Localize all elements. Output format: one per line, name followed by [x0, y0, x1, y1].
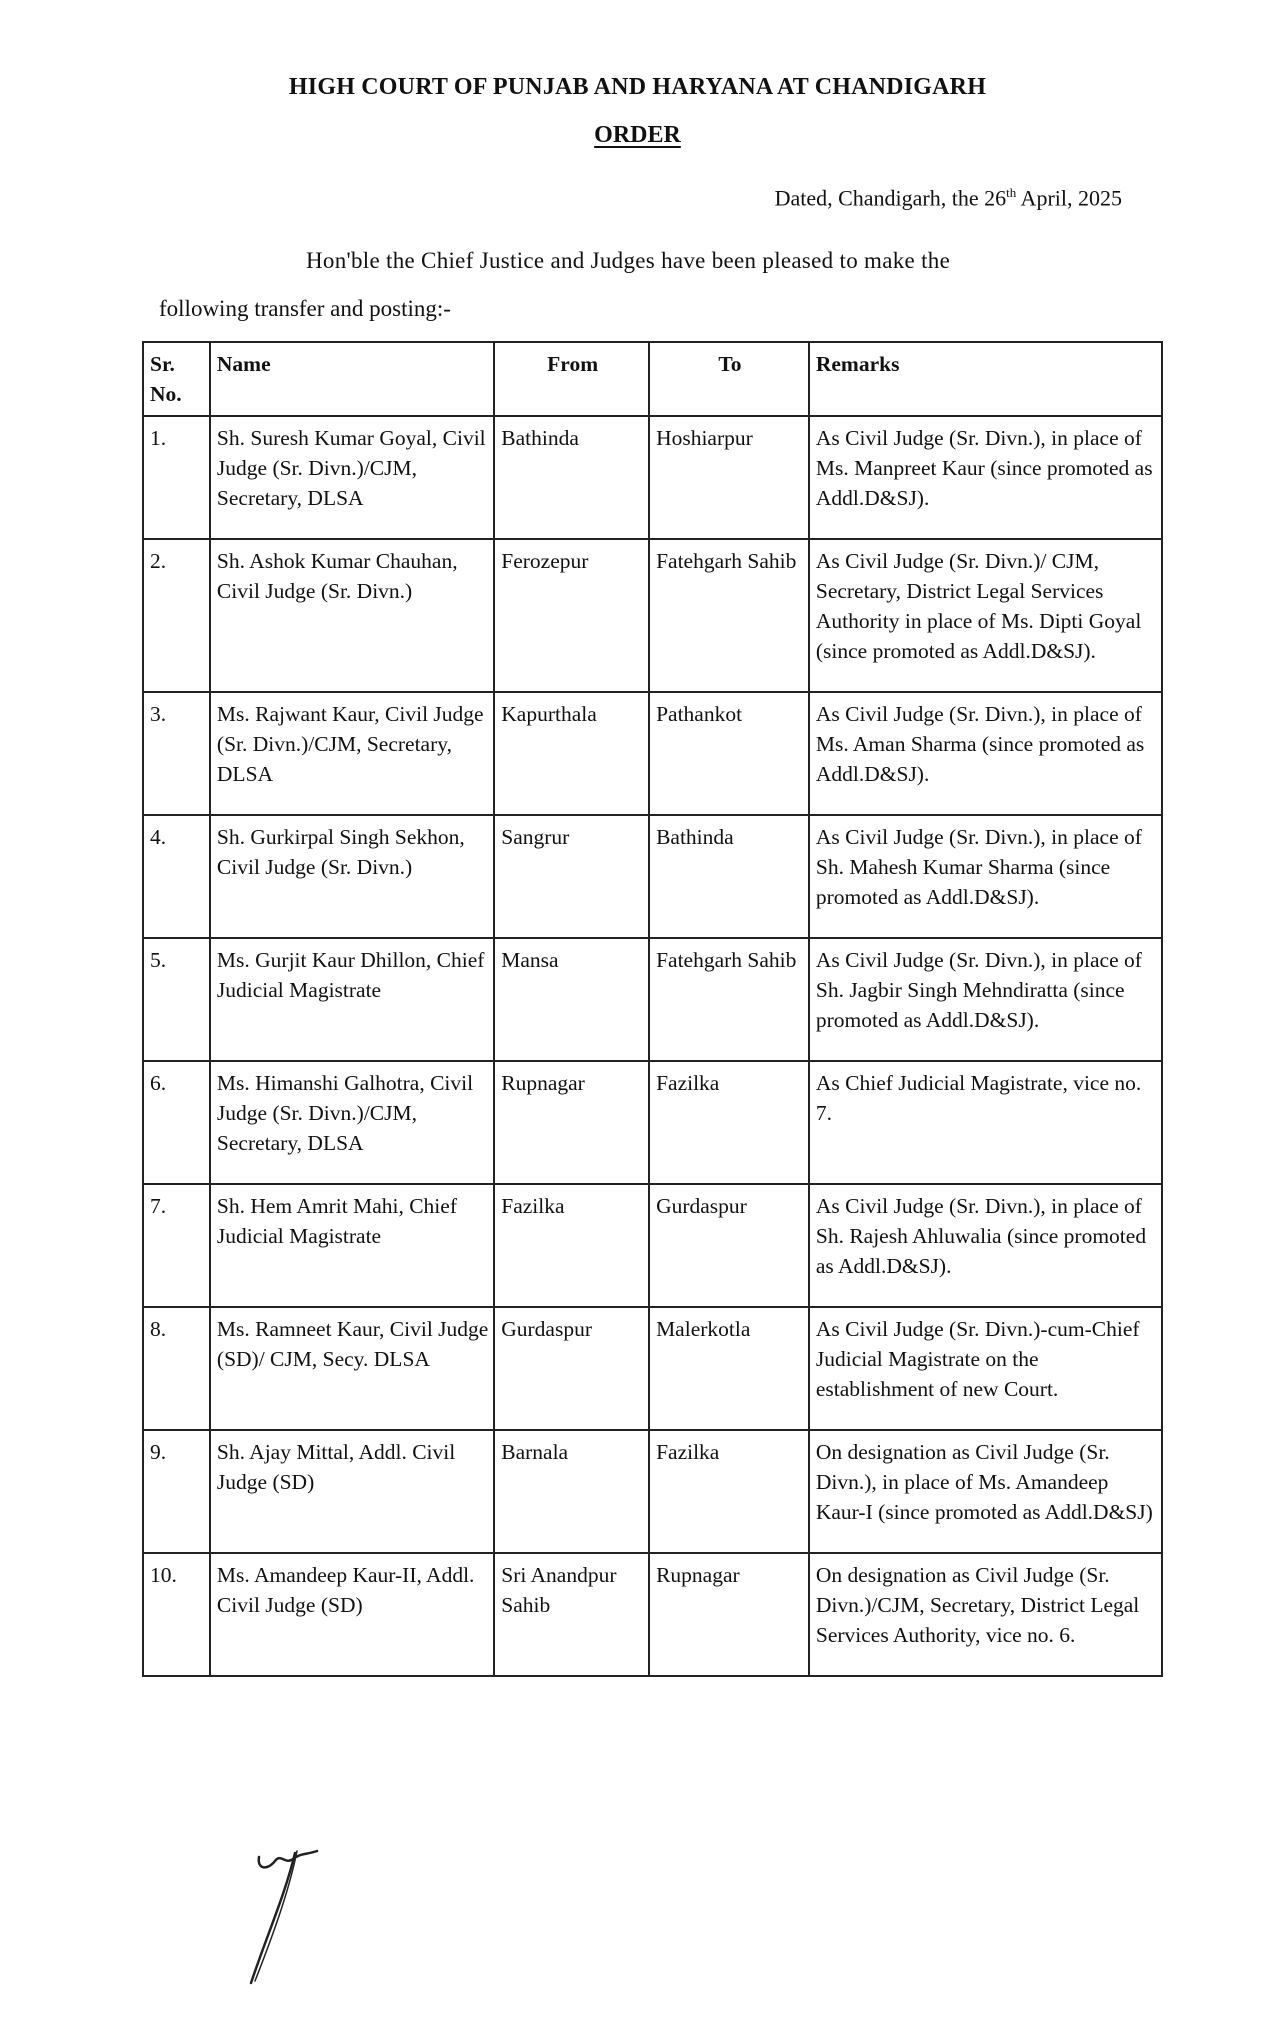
cell-from: Ferozepur: [494, 539, 649, 692]
cell-name: Sh. Suresh Kumar Goyal, Civil Judge (Sr. Divn.)/CJM, Secretary, DLSA: [210, 416, 494, 539]
cell-name: Sh. Gurkirpal Singh Sekhon, Civil Judge (Sr. Divn.): [210, 815, 494, 938]
order-title-text: ORDER: [594, 122, 681, 148]
table-row: [143, 539, 1162, 692]
intro-line-2: following transfer and posting:-: [159, 296, 451, 321]
cell-name: Sh. Hem Amrit Mahi, Chief Judicial Magistrate: [210, 1184, 494, 1307]
header-name: Name: [210, 342, 494, 416]
cell-to: Pathankot: [649, 692, 809, 815]
date-suffix: April, 2025: [1016, 185, 1122, 211]
table-row: [143, 1553, 1162, 1676]
cell-sr-no: 5.: [143, 938, 210, 1061]
table-header-row: [143, 342, 1162, 416]
intro-line-1: Hon'ble the Chief Justice and Judges have been pleased to make the: [306, 248, 951, 273]
header-sr-no: Sr. No.: [143, 342, 210, 416]
cell-remarks: As Civil Judge (Sr. Divn.), in place of Ms. Manpreet Kaur (since promoted as Addl.D&SJ).: [809, 416, 1162, 539]
cell-name: Ms. Himanshi Galhotra, Civil Judge (Sr. Divn.)/CJM, Secretary, DLSA: [210, 1061, 494, 1184]
cell-sr-no: 3.: [143, 692, 210, 815]
table-row: [143, 815, 1162, 938]
cell-from: Bathinda: [494, 416, 649, 539]
header-from: From: [494, 342, 649, 416]
transfer-table: [142, 341, 1163, 1677]
order-date: [775, 185, 1122, 211]
cell-to: Fazilka: [649, 1430, 809, 1553]
header-to: To: [649, 342, 809, 416]
cell-remarks: On designation as Civil Judge (Sr. Divn.)/CJM, Secretary, District Legal Services Authority, vice no. 6.: [809, 1553, 1162, 1676]
order-title: [0, 122, 1275, 149]
cell-remarks: As Civil Judge (Sr. Divn.)/ CJM, Secretary, District Legal Services Authority in place of Ms. Dipti Goyal (since promoted as Addl.D&SJ).: [809, 539, 1162, 692]
cell-to: Gurdaspur: [649, 1184, 809, 1307]
court-heading: HIGH COURT OF PUNJAB AND HARYANA AT CHANDIGARH: [288, 74, 987, 100]
cell-sr-no: 1.: [143, 416, 210, 539]
cell-from: Mansa: [494, 938, 649, 1061]
cell-sr-no: 7.: [143, 1184, 210, 1307]
cell-remarks: As Civil Judge (Sr. Divn.), in place of Sh. Rajesh Ahluwalia (since promoted as Addl.D&SJ).: [809, 1184, 1162, 1307]
date-superscript: th: [1006, 185, 1017, 200]
cell-name: Ms. Gurjit Kaur Dhillon, Chief Judicial Magistrate: [210, 938, 494, 1061]
cell-sr-no: 2.: [143, 539, 210, 692]
cell-to: Fatehgarh Sahib: [649, 539, 809, 692]
cell-from: Barnala: [494, 1430, 649, 1553]
cell-to: Fatehgarh Sahib: [649, 938, 809, 1061]
cell-sr-no: 4.: [143, 815, 210, 938]
table-row: [143, 938, 1162, 1061]
cell-name: Ms. Amandeep Kaur-II, Addl. Civil Judge (SD): [210, 1553, 494, 1676]
cell-to: Hoshiarpur: [649, 416, 809, 539]
cell-from: Sri Anandpur Sahib: [494, 1553, 649, 1676]
cell-from: Sangrur: [494, 815, 649, 938]
cell-remarks: As Civil Judge (Sr. Divn.)-cum-Chief Judicial Magistrate on the establishment of new Court.: [809, 1307, 1162, 1430]
cell-sr-no: 6.: [143, 1061, 210, 1184]
cell-remarks: As Civil Judge (Sr. Divn.), in place of Ms. Aman Sharma (since promoted as Addl.D&SJ).: [809, 692, 1162, 815]
table-row: [143, 416, 1162, 539]
table-row: [143, 1061, 1162, 1184]
date-prefix: Dated, Chandigarh, the 26: [774, 185, 1007, 211]
cell-to: Rupnagar: [649, 1553, 809, 1676]
table-row: [143, 1184, 1162, 1307]
header-remarks: Remarks: [809, 342, 1162, 416]
cell-sr-no: 10.: [143, 1553, 210, 1676]
signature-mark: [245, 1835, 355, 1985]
cell-from: Fazilka: [494, 1184, 649, 1307]
cell-to: Malerkotla: [649, 1307, 809, 1430]
cell-to: Fazilka: [649, 1061, 809, 1184]
cell-name: Ms. Ramneet Kaur, Civil Judge (SD)/ CJM, Secy. DLSA: [210, 1307, 494, 1430]
cell-name: Sh. Ajay Mittal, Addl. Civil Judge (SD): [210, 1430, 494, 1553]
cell-from: Rupnagar: [494, 1061, 649, 1184]
cell-name: Ms. Rajwant Kaur, Civil Judge (Sr. Divn.)/CJM, Secretary, DLSA: [210, 692, 494, 815]
cell-remarks: As Chief Judicial Magistrate, vice no. 7.: [809, 1061, 1162, 1184]
table-row: [143, 1307, 1162, 1430]
cell-name: Sh. Ashok Kumar Chauhan, Civil Judge (Sr. Divn.): [210, 539, 494, 692]
cell-to: Bathinda: [649, 815, 809, 938]
cell-from: Gurdaspur: [494, 1307, 649, 1430]
table-row: [143, 1430, 1162, 1553]
cell-from: Kapurthala: [494, 692, 649, 815]
cell-sr-no: 8.: [143, 1307, 210, 1430]
cell-remarks: As Civil Judge (Sr. Divn.), in place of Sh. Jagbir Singh Mehndiratta (since promoted as Addl.D&SJ).: [809, 938, 1162, 1061]
cell-remarks: On designation as Civil Judge (Sr. Divn.), in place of Ms. Amandeep Kaur-I (since promoted as Addl.D&SJ): [809, 1430, 1162, 1553]
cell-sr-no: 9.: [143, 1430, 210, 1553]
cell-remarks: As Civil Judge (Sr. Divn.), in place of Sh. Mahesh Kumar Sharma (since promoted as Addl.D&SJ).: [809, 815, 1162, 938]
table-row: [143, 692, 1162, 815]
